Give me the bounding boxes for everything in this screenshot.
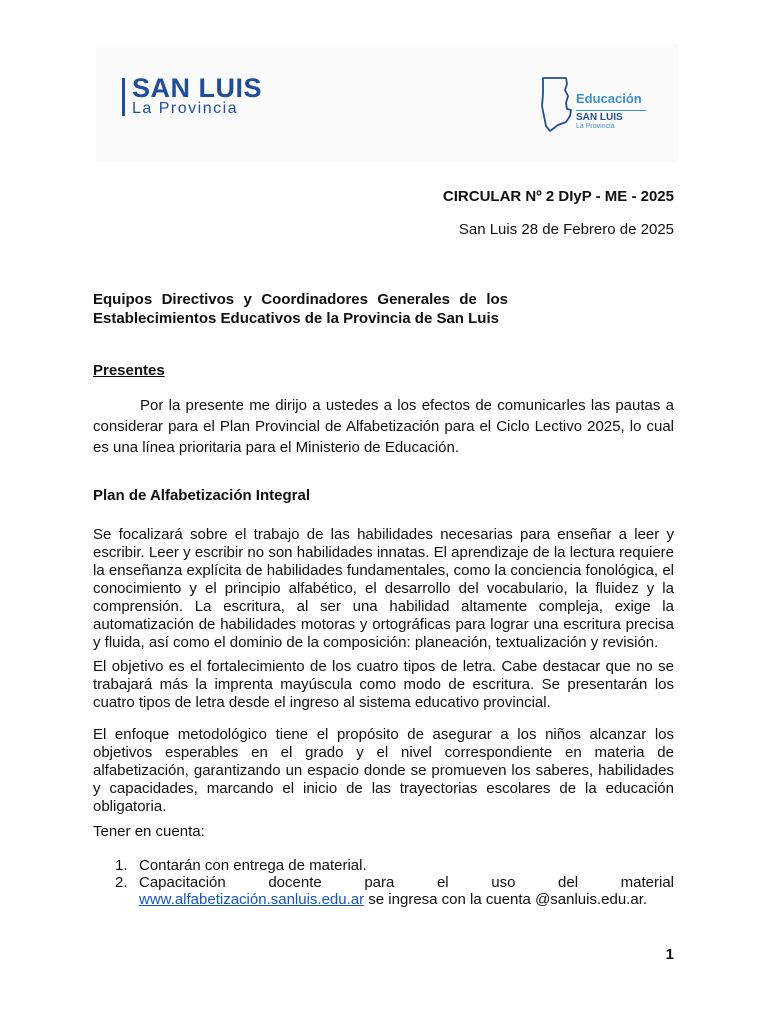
list-text-line: Capacitación docente para el uso del material xyxy=(139,874,674,891)
educacion-subtitle: La Provincia xyxy=(576,123,615,130)
list-item xyxy=(115,857,674,874)
intro-paragraph: Por la presente me dirijo a ustedes a los efectos de comunicarles las pautas a considerar para el Plan Provincial de Alfabetización para el Ciclo Lectivo 2025, lo cual es una línea prioritaria para el Ministerio de Educación. xyxy=(93,397,674,456)
list-text-tail: se ingresa con la cuenta @sanluis.edu.ar. xyxy=(364,891,648,908)
circular-title: CIRCULAR Nº 2 DIyP - ME - 2025 xyxy=(442,188,674,205)
notes-list xyxy=(115,857,674,908)
list-item xyxy=(115,874,674,908)
alfabetizacion-link[interactable]: www.alfabetización.sanluis.edu.ar xyxy=(139,891,365,908)
list-text xyxy=(139,874,674,908)
focus-paragraph: Se focalizará sobre el trabajo de las habilidades necesarias para enseñar a leer y escribir. Leer y escribir no son habilidades innatas. El aprendizaje de la lectura requiere la enseñanza explícita de habilidades fundamentales, como la conciencia fonológica, el conocimiento y el principio alfabético, el desarrollo del vocabulario, la fluidez y la comprensión. La escritura, al ser una habilidad altamente compleja, exige la automatización de habilidades motoras y ortográficas para lograr una escritura precisa y fluida, así como el dominio de la composición: planeación, textualización y revisión. xyxy=(93,526,674,651)
document-date: San Luis 28 de Febrero de 2025 xyxy=(458,221,674,238)
province-map-icon xyxy=(540,76,574,134)
recipients: Equipos Directivos y Coordinadores Generales de los Establecimientos Educativos de la Provincia de San Luis xyxy=(93,291,508,327)
list-number: 1. xyxy=(115,857,128,874)
salutation: Presentes xyxy=(93,362,165,379)
logo-title: SAN LUIS xyxy=(132,73,263,103)
educacion-label: Educación xyxy=(576,91,642,106)
list-number: 2. xyxy=(115,874,128,891)
list-text: Contarán con entrega de material. xyxy=(139,857,367,874)
approach-paragraph: El enfoque metodológico tiene el propósito de asegurar a los niños alcanzar los objetivos esperables en el grado y el nivel correspondiente en materia de alfabetización, garantizando un espacio donde se promueven los saberes, habilidades y capacidades, marcando el inicio de las trayectorias escolares de la educación obligatoria. xyxy=(93,726,674,815)
logo-divider xyxy=(576,110,646,111)
section-heading: Plan de Alfabetización Integral xyxy=(93,487,310,504)
header-banner xyxy=(96,44,678,162)
logo-bar xyxy=(122,78,125,116)
notes-intro: Tener en cuenta: xyxy=(93,823,205,840)
logo-subtitle: La Provincia xyxy=(132,100,239,117)
objective-paragraph: El objetivo es el fortalecimiento de los cuatro tipos de letra. Cabe destacar que no se trabajará más la imprenta mayúscula como modo de escritura. Se presentarán los cuatro tipos de letra desde el ingreso al sistema educativo provincial. xyxy=(93,658,674,711)
page-number: 1 xyxy=(665,946,674,963)
educacion-brand: SAN LUIS xyxy=(576,112,623,123)
